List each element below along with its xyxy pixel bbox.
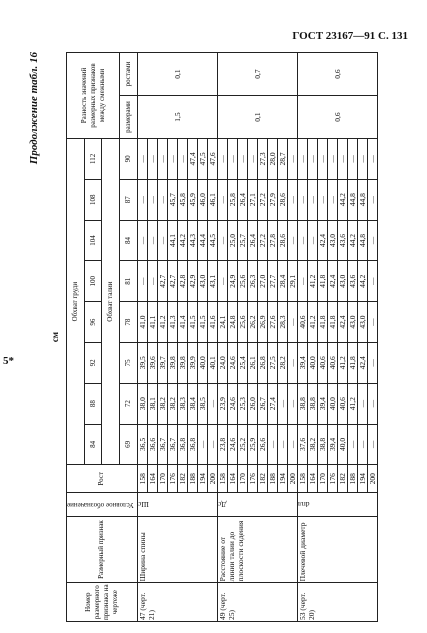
value-cell: — <box>357 383 367 424</box>
value-cell: — <box>357 138 367 179</box>
table-body <box>137 53 377 622</box>
value-cell: — <box>287 302 297 343</box>
value-cell: — <box>227 138 237 179</box>
row-symbol-text: Шс <box>137 500 149 510</box>
value-cell: — <box>317 179 327 220</box>
value-cell: 38,8 <box>297 383 307 424</box>
value-cell: 25,6 <box>237 261 247 302</box>
value-cell: 26,3 <box>247 261 257 302</box>
value-cell: 44,1 <box>167 220 177 261</box>
chest-size-104: 104 <box>84 220 102 261</box>
value-cell: — <box>337 138 347 179</box>
value-cell: 42,9 <box>187 261 197 302</box>
value-cell: 25,3 <box>237 383 247 424</box>
height-cell: 200 <box>287 465 297 493</box>
row-diff-sizes: 1,5 <box>137 96 217 139</box>
col-height-header: Рост <box>67 465 138 493</box>
value-cell: 27,3 <box>257 138 267 179</box>
value-cell: — <box>367 302 377 343</box>
value-cell: 42,7 <box>157 261 167 302</box>
value-cell: — <box>367 342 377 383</box>
chest-size-112: 112 <box>84 138 102 179</box>
waist-size-90: 90 <box>120 138 138 179</box>
value-cell: 42,4 <box>327 261 337 302</box>
value-cell: — <box>287 342 297 383</box>
value-cell: 43,6 <box>337 220 347 261</box>
height-cell: 194 <box>277 465 287 493</box>
row-number: 53 (черт. 20) <box>297 583 377 622</box>
units-label: см <box>50 331 60 343</box>
value-cell: 41,0 <box>137 302 147 343</box>
value-cell: 26,8 <box>257 342 267 383</box>
value-cell: — <box>247 138 257 179</box>
value-cell: — <box>217 179 227 220</box>
value-cell: 44,5 <box>207 220 217 261</box>
value-cell: 40,6 <box>297 302 307 343</box>
value-cell: 44,8 <box>357 179 367 220</box>
value-cell: 26,7 <box>257 383 267 424</box>
value-cell: 25,2 <box>237 424 247 465</box>
value-cell: 43,6 <box>347 261 357 302</box>
value-cell: — <box>267 424 277 465</box>
value-cell: 47,5 <box>197 138 207 179</box>
value-cell: — <box>147 138 157 179</box>
value-cell: — <box>277 424 287 465</box>
value-cell: 27,1 <box>247 179 257 220</box>
diff-heights-header: ростами <box>120 53 138 96</box>
value-cell: 28,6 <box>277 179 287 220</box>
value-cell: 25,4 <box>237 342 247 383</box>
value-cell: 41,5 <box>187 302 197 343</box>
col-symbol-header <box>67 493 138 517</box>
value-cell: 28,2 <box>277 342 287 383</box>
waist-size-87: 87 <box>120 179 138 220</box>
table-canvas <box>28 52 408 622</box>
value-cell: 38,2 <box>157 383 167 424</box>
value-cell: 27,5 <box>267 342 277 383</box>
value-cell: 41,1 <box>147 302 157 343</box>
col-number-header: Номер размерного признака на чертеже <box>67 583 138 622</box>
value-cell: — <box>287 220 297 261</box>
col-symbol-text: Условное обозначение <box>67 501 134 510</box>
table-caption: Продолжение табл. 16 <box>28 52 40 165</box>
row-diff-heights: 0,7 <box>217 53 297 96</box>
value-cell: — <box>367 220 377 261</box>
value-cell: 43,0 <box>347 302 357 343</box>
row-diff-sizes: 0,6 <box>297 96 377 139</box>
waist-size-81: 81 <box>120 261 138 302</box>
row-symbol-text: dпл <box>297 500 310 510</box>
value-cell: 29,1 <box>287 261 297 302</box>
value-cell: 45,9 <box>187 179 197 220</box>
chest-size-92: 92 <box>84 342 102 383</box>
value-cell: — <box>137 179 147 220</box>
value-cell: 44,2 <box>357 261 367 302</box>
value-cell: 26,2 <box>247 302 257 343</box>
value-cell: 36,7 <box>157 424 167 465</box>
value-cell: 41,2 <box>307 261 317 302</box>
waist-size-84: 84 <box>120 220 138 261</box>
value-cell: — <box>317 138 327 179</box>
value-cell: 25,6 <box>237 302 247 343</box>
waist-size-69: 69 <box>120 424 138 465</box>
value-cell: — <box>147 179 157 220</box>
value-cell: 39,7 <box>157 342 167 383</box>
value-cell: 38,2 <box>167 383 177 424</box>
value-cell: 39,5 <box>137 342 147 383</box>
chest-group-header: Обхват груди <box>67 138 85 464</box>
value-cell: 39,6 <box>147 342 157 383</box>
value-cell: — <box>307 179 317 220</box>
value-cell: 46,1 <box>207 179 217 220</box>
value-cell: 36,8 <box>177 424 187 465</box>
value-cell: — <box>367 179 377 220</box>
value-cell: 28,4 <box>277 261 287 302</box>
value-cell: 47,4 <box>187 138 197 179</box>
value-cell: — <box>327 138 337 179</box>
height-cell: 164 <box>147 465 157 493</box>
height-cell: 170 <box>157 465 167 493</box>
measurement-table <box>66 52 378 622</box>
value-cell: 38,1 <box>147 383 157 424</box>
value-cell: — <box>197 424 207 465</box>
value-cell: 36,6 <box>147 424 157 465</box>
height-cell: 188 <box>267 465 277 493</box>
value-cell: 40,0 <box>197 342 207 383</box>
value-cell: 43,0 <box>337 261 347 302</box>
value-cell: 38,8 <box>307 383 317 424</box>
value-cell: 42,4 <box>337 302 347 343</box>
value-cell: 39,4 <box>297 342 307 383</box>
value-cell: 27,4 <box>267 383 277 424</box>
value-cell: 26,4 <box>247 220 257 261</box>
value-cell: 24,6 <box>227 383 237 424</box>
value-cell: 41,8 <box>347 342 357 383</box>
value-cell: 45,8 <box>177 179 187 220</box>
page-header: ГОСТ 23167—91 С. 131 <box>292 30 408 42</box>
height-cell: 158 <box>297 465 307 493</box>
value-cell: 27,0 <box>257 261 267 302</box>
waist-group-header: Обхват талии <box>102 138 120 464</box>
value-cell: 44,8 <box>347 179 357 220</box>
value-cell: 39,4 <box>317 383 327 424</box>
value-cell: — <box>297 220 307 261</box>
value-cell: — <box>277 383 287 424</box>
height-cell: 158 <box>137 465 147 493</box>
row-symbol <box>297 493 377 517</box>
value-cell: 39,9 <box>187 342 197 383</box>
value-cell: 36,5 <box>137 424 147 465</box>
waist-size-72: 72 <box>120 383 138 424</box>
value-cell: 39,4 <box>327 424 337 465</box>
height-cell: 188 <box>187 465 197 493</box>
row-symbol <box>137 493 217 517</box>
value-cell: — <box>287 179 297 220</box>
value-cell: 28,6 <box>277 220 287 261</box>
row-diff-heights: 0,1 <box>137 53 217 96</box>
value-cell: 26,9 <box>257 302 267 343</box>
value-cell: 41,3 <box>167 302 177 343</box>
value-cell: 24,8 <box>227 302 237 343</box>
value-cell: 25,8 <box>227 179 237 220</box>
height-cell: 200 <box>207 465 217 493</box>
value-cell: — <box>157 179 167 220</box>
chest-size-88: 88 <box>84 383 102 424</box>
value-cell: 41,5 <box>197 302 207 343</box>
value-cell: 41,2 <box>347 383 357 424</box>
value-cell: — <box>207 424 217 465</box>
value-cell: 38,5 <box>197 383 207 424</box>
value-cell: 41,4 <box>177 302 187 343</box>
value-cell: 44,2 <box>337 179 347 220</box>
value-cell: 24,0 <box>217 342 227 383</box>
value-cell: 44,2 <box>177 220 187 261</box>
value-cell: 25,7 <box>237 220 247 261</box>
height-cell: 176 <box>247 465 257 493</box>
height-cell: 182 <box>257 465 267 493</box>
value-cell: 43,1 <box>207 261 217 302</box>
value-cell: 40,1 <box>207 342 217 383</box>
height-cell: 158 <box>217 465 227 493</box>
value-cell: — <box>367 138 377 179</box>
chest-size-108: 108 <box>84 179 102 220</box>
value-cell: 23,9 <box>217 383 227 424</box>
rotated-table-region <box>28 52 408 622</box>
value-cell: 38,4 <box>187 383 197 424</box>
value-cell: 43,0 <box>327 220 337 261</box>
col-name-header: Размерный признак <box>67 516 138 583</box>
value-cell: 27,8 <box>267 220 277 261</box>
value-cell: 39,8 <box>177 342 187 383</box>
value-cell: — <box>297 138 307 179</box>
value-cell: — <box>217 220 227 261</box>
value-cell: — <box>147 261 157 302</box>
value-cell: 46,0 <box>197 179 207 220</box>
value-cell: 44,2 <box>347 220 357 261</box>
value-cell: — <box>297 261 307 302</box>
height-cell: 170 <box>237 465 247 493</box>
value-cell: 38,0 <box>137 383 147 424</box>
value-cell: 28,3 <box>277 302 287 343</box>
table-row <box>217 53 227 622</box>
value-cell: — <box>307 138 317 179</box>
value-cell: 24,1 <box>217 302 227 343</box>
value-cell: 38,2 <box>307 424 317 465</box>
value-cell: — <box>137 220 147 261</box>
diff-sizes-header: размерами <box>120 96 138 139</box>
value-cell: — <box>357 424 367 465</box>
height-cell: 170 <box>317 465 327 493</box>
value-cell: 44,8 <box>357 220 367 261</box>
value-cell: 25,9 <box>247 424 257 465</box>
value-cell: 42,7 <box>167 261 177 302</box>
height-cell: 194 <box>357 465 367 493</box>
chest-size-96: 96 <box>84 302 102 343</box>
row-symbol-text: Дс <box>217 500 227 510</box>
diff-header: Разность значений размерных признаков между смежными <box>67 53 120 139</box>
value-cell: 28,7 <box>277 138 287 179</box>
value-cell: 40,0 <box>327 383 337 424</box>
height-cell: 194 <box>197 465 207 493</box>
value-cell: 40,0 <box>337 424 347 465</box>
value-cell: — <box>297 179 307 220</box>
value-cell: 25,0 <box>227 220 237 261</box>
value-cell: 38,8 <box>317 424 327 465</box>
value-cell: 36,8 <box>187 424 197 465</box>
value-cell: 41,2 <box>157 302 167 343</box>
table-row <box>297 53 307 622</box>
value-cell: 42,4 <box>317 220 327 261</box>
value-cell: — <box>157 138 167 179</box>
height-cell: 164 <box>227 465 237 493</box>
value-cell: 37,6 <box>297 424 307 465</box>
height-cell: 176 <box>327 465 337 493</box>
value-cell: 24,9 <box>227 261 237 302</box>
value-cell: — <box>327 179 337 220</box>
height-cell: 164 <box>307 465 317 493</box>
value-cell: 27,7 <box>267 261 277 302</box>
table-row <box>137 53 147 622</box>
value-cell: 44,3 <box>187 220 197 261</box>
value-cell: 27,2 <box>257 179 267 220</box>
value-cell: 41,2 <box>337 342 347 383</box>
chest-size-84: 84 <box>84 424 102 465</box>
value-cell: — <box>217 261 227 302</box>
value-cell: 24,6 <box>227 342 237 383</box>
row-number: 47 (черт. 21) <box>137 583 217 622</box>
value-cell: 39,8 <box>167 342 177 383</box>
value-cell: — <box>287 383 297 424</box>
value-cell: — <box>367 424 377 465</box>
row-name: Плечевой диаметр <box>297 516 377 583</box>
value-cell: 41,2 <box>307 302 317 343</box>
value-cell: — <box>287 138 297 179</box>
value-cell: 27,2 <box>257 220 267 261</box>
value-cell: 40,6 <box>317 342 327 383</box>
value-cell: — <box>347 424 357 465</box>
value-cell: — <box>367 383 377 424</box>
row-number: 49 (черт. 25) <box>217 583 297 622</box>
row-diff-heights: 0,6 <box>297 53 377 96</box>
height-cell: 200 <box>367 465 377 493</box>
row-name: Расстояние от линии талии до плоскости сидения <box>217 516 297 583</box>
value-cell: — <box>137 138 147 179</box>
value-cell: 42,8 <box>177 261 187 302</box>
value-cell: 26,1 <box>247 342 257 383</box>
value-cell: — <box>217 138 227 179</box>
value-cell: 26,4 <box>237 179 247 220</box>
value-cell: — <box>347 138 357 179</box>
waist-size-78: 78 <box>120 302 138 343</box>
value-cell: 26,6 <box>257 424 267 465</box>
value-cell: — <box>307 220 317 261</box>
value-cell: — <box>237 138 247 179</box>
value-cell: — <box>147 220 157 261</box>
value-cell: 41,8 <box>327 302 337 343</box>
value-cell: 40,0 <box>307 342 317 383</box>
value-cell: — <box>287 424 297 465</box>
value-cell: 24,6 <box>227 424 237 465</box>
value-cell: 43,0 <box>357 302 367 343</box>
value-cell: 44,4 <box>197 220 207 261</box>
value-cell: 40,6 <box>327 342 337 383</box>
value-cell: 43,0 <box>197 261 207 302</box>
value-cell: 40,6 <box>337 383 347 424</box>
height-cell: 188 <box>347 465 357 493</box>
value-cell: 28,0 <box>267 138 277 179</box>
value-cell: 41,8 <box>317 261 327 302</box>
height-cell: 182 <box>177 465 187 493</box>
height-cell: 182 <box>337 465 347 493</box>
value-cell: — <box>157 220 167 261</box>
row-symbol <box>217 493 297 517</box>
value-cell: 27,9 <box>267 179 277 220</box>
row-name: Ширина спины <box>137 516 217 583</box>
value-cell: — <box>167 138 177 179</box>
page-mark: 5* <box>3 355 14 367</box>
value-cell: 41,8 <box>317 302 327 343</box>
height-cell: 176 <box>167 465 177 493</box>
value-cell: 42,4 <box>357 342 367 383</box>
value-cell: 38,3 <box>177 383 187 424</box>
value-cell: — <box>367 261 377 302</box>
value-cell: 27,6 <box>267 302 277 343</box>
value-cell: — <box>177 138 187 179</box>
value-cell: 41,6 <box>207 302 217 343</box>
value-cell: — <box>137 261 147 302</box>
value-cell: 26,0 <box>247 383 257 424</box>
waist-size-75: 75 <box>120 342 138 383</box>
value-cell: 47,6 <box>207 138 217 179</box>
value-cell: — <box>207 383 217 424</box>
value-cell: 45,7 <box>167 179 177 220</box>
row-diff-sizes: 0,1 <box>217 96 297 139</box>
value-cell: 36,7 <box>167 424 177 465</box>
chest-size-100: 100 <box>84 261 102 302</box>
value-cell: 23,8 <box>217 424 227 465</box>
